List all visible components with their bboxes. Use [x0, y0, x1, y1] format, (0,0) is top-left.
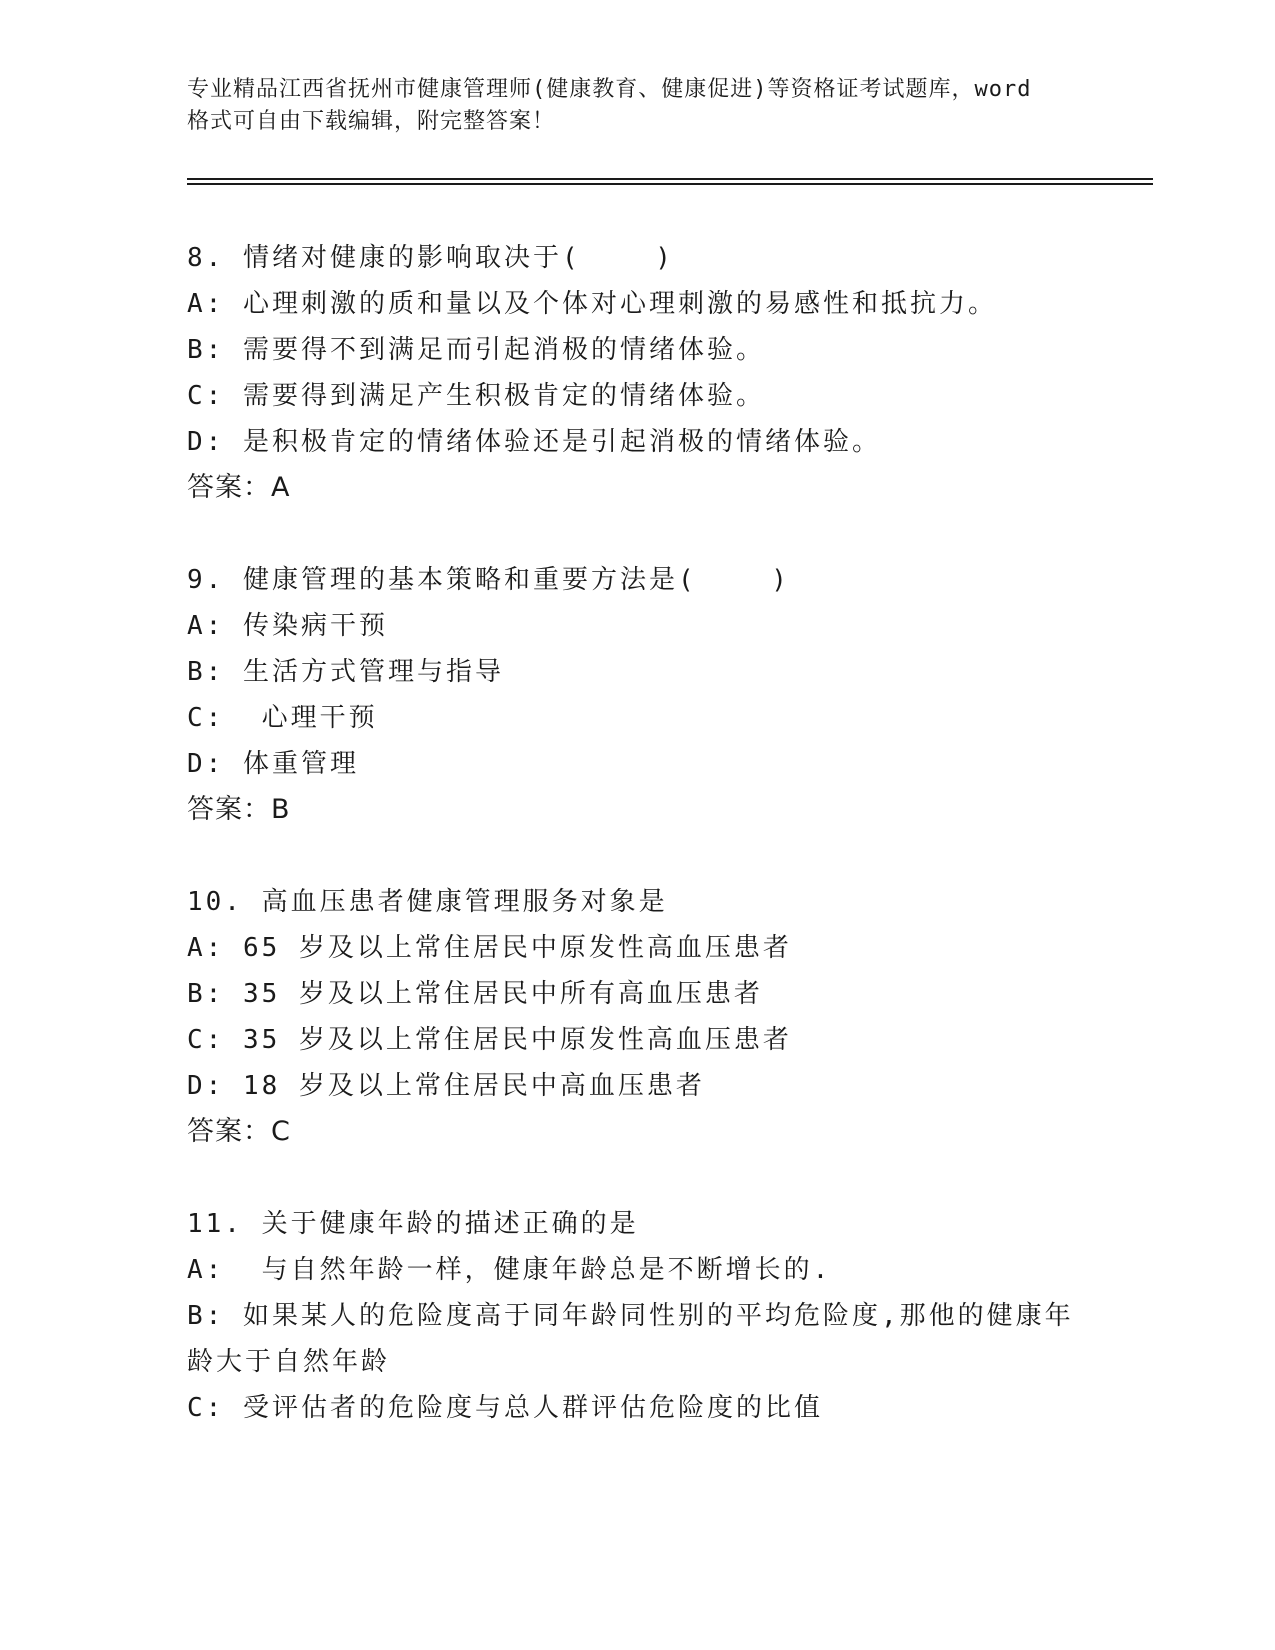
- option-b-continued: 龄大于自然年龄: [187, 1347, 391, 1377]
- question-stem: 10. 高血压患者健康管理服务对象是: [187, 887, 668, 917]
- option-a: A: 传染病干预: [187, 611, 388, 641]
- header-line-2: 格式可自由下载编辑，附完整答案！: [187, 109, 556, 134]
- option-a: A: 与自然年龄一样，健康年龄总是不断增长的.: [187, 1255, 832, 1285]
- question-stem: 8. 情绪对健康的影响取决于( ): [187, 243, 674, 273]
- question-block: [187, 879, 1087, 1155]
- question-list: [187, 235, 1087, 1431]
- header-divider-bottom: [187, 183, 1153, 185]
- option-d: D: 18 岁及以上常住居民中高血压患者: [187, 1071, 705, 1101]
- question-spacer: [187, 833, 1087, 879]
- option-d: D: 体重管理: [187, 749, 359, 779]
- option-c: C: 受评估者的危险度与总人群评估危险度的比值: [187, 1393, 823, 1423]
- option-b: B: 如果某人的危险度高于同年龄同性别的平均危险度,那他的健康年: [187, 1301, 1074, 1331]
- question-block: [187, 235, 1087, 511]
- option-c: C: 需要得到满足产生积极肯定的情绪体验。: [187, 381, 765, 411]
- option-a: A: 心理刺激的质和量以及个体对心理刺激的易感性和抵抗力。: [187, 289, 997, 319]
- option-b: B: 需要得不到满足而引起消极的情绪体验。: [187, 335, 765, 365]
- header-line-1: 专业精品江西省抚州市健康管理师(健康教育、健康促进)等资格证考试题库，word: [187, 77, 1032, 102]
- question-block: [187, 557, 1087, 833]
- option-c: C: 心理干预: [187, 703, 378, 733]
- question-spacer: [187, 511, 1087, 557]
- answer-label: 答案：A: [187, 472, 291, 503]
- header-divider-top: [187, 178, 1153, 180]
- option-d: D: 是积极肯定的情绪体验还是引起消极的情绪体验。: [187, 427, 881, 457]
- option-a: A: 65 岁及以上常住居民中原发性高血压患者: [187, 933, 792, 963]
- question-block: [187, 1201, 1087, 1431]
- option-b: B: 35 岁及以上常住居民中所有高血压患者: [187, 979, 763, 1009]
- option-c: C: 35 岁及以上常住居民中原发性高血压患者: [187, 1025, 792, 1055]
- question-stem: 9. 健康管理的基本策略和重要方法是( ): [187, 565, 790, 595]
- option-b: B: 生活方式管理与指导: [187, 657, 504, 687]
- question-spacer: [187, 1155, 1087, 1201]
- answer-label: 答案：B: [187, 794, 291, 825]
- document-header: [187, 74, 1087, 138]
- question-stem: 11. 关于健康年龄的描述正确的是: [187, 1209, 639, 1239]
- answer-label: 答案：C: [187, 1116, 291, 1147]
